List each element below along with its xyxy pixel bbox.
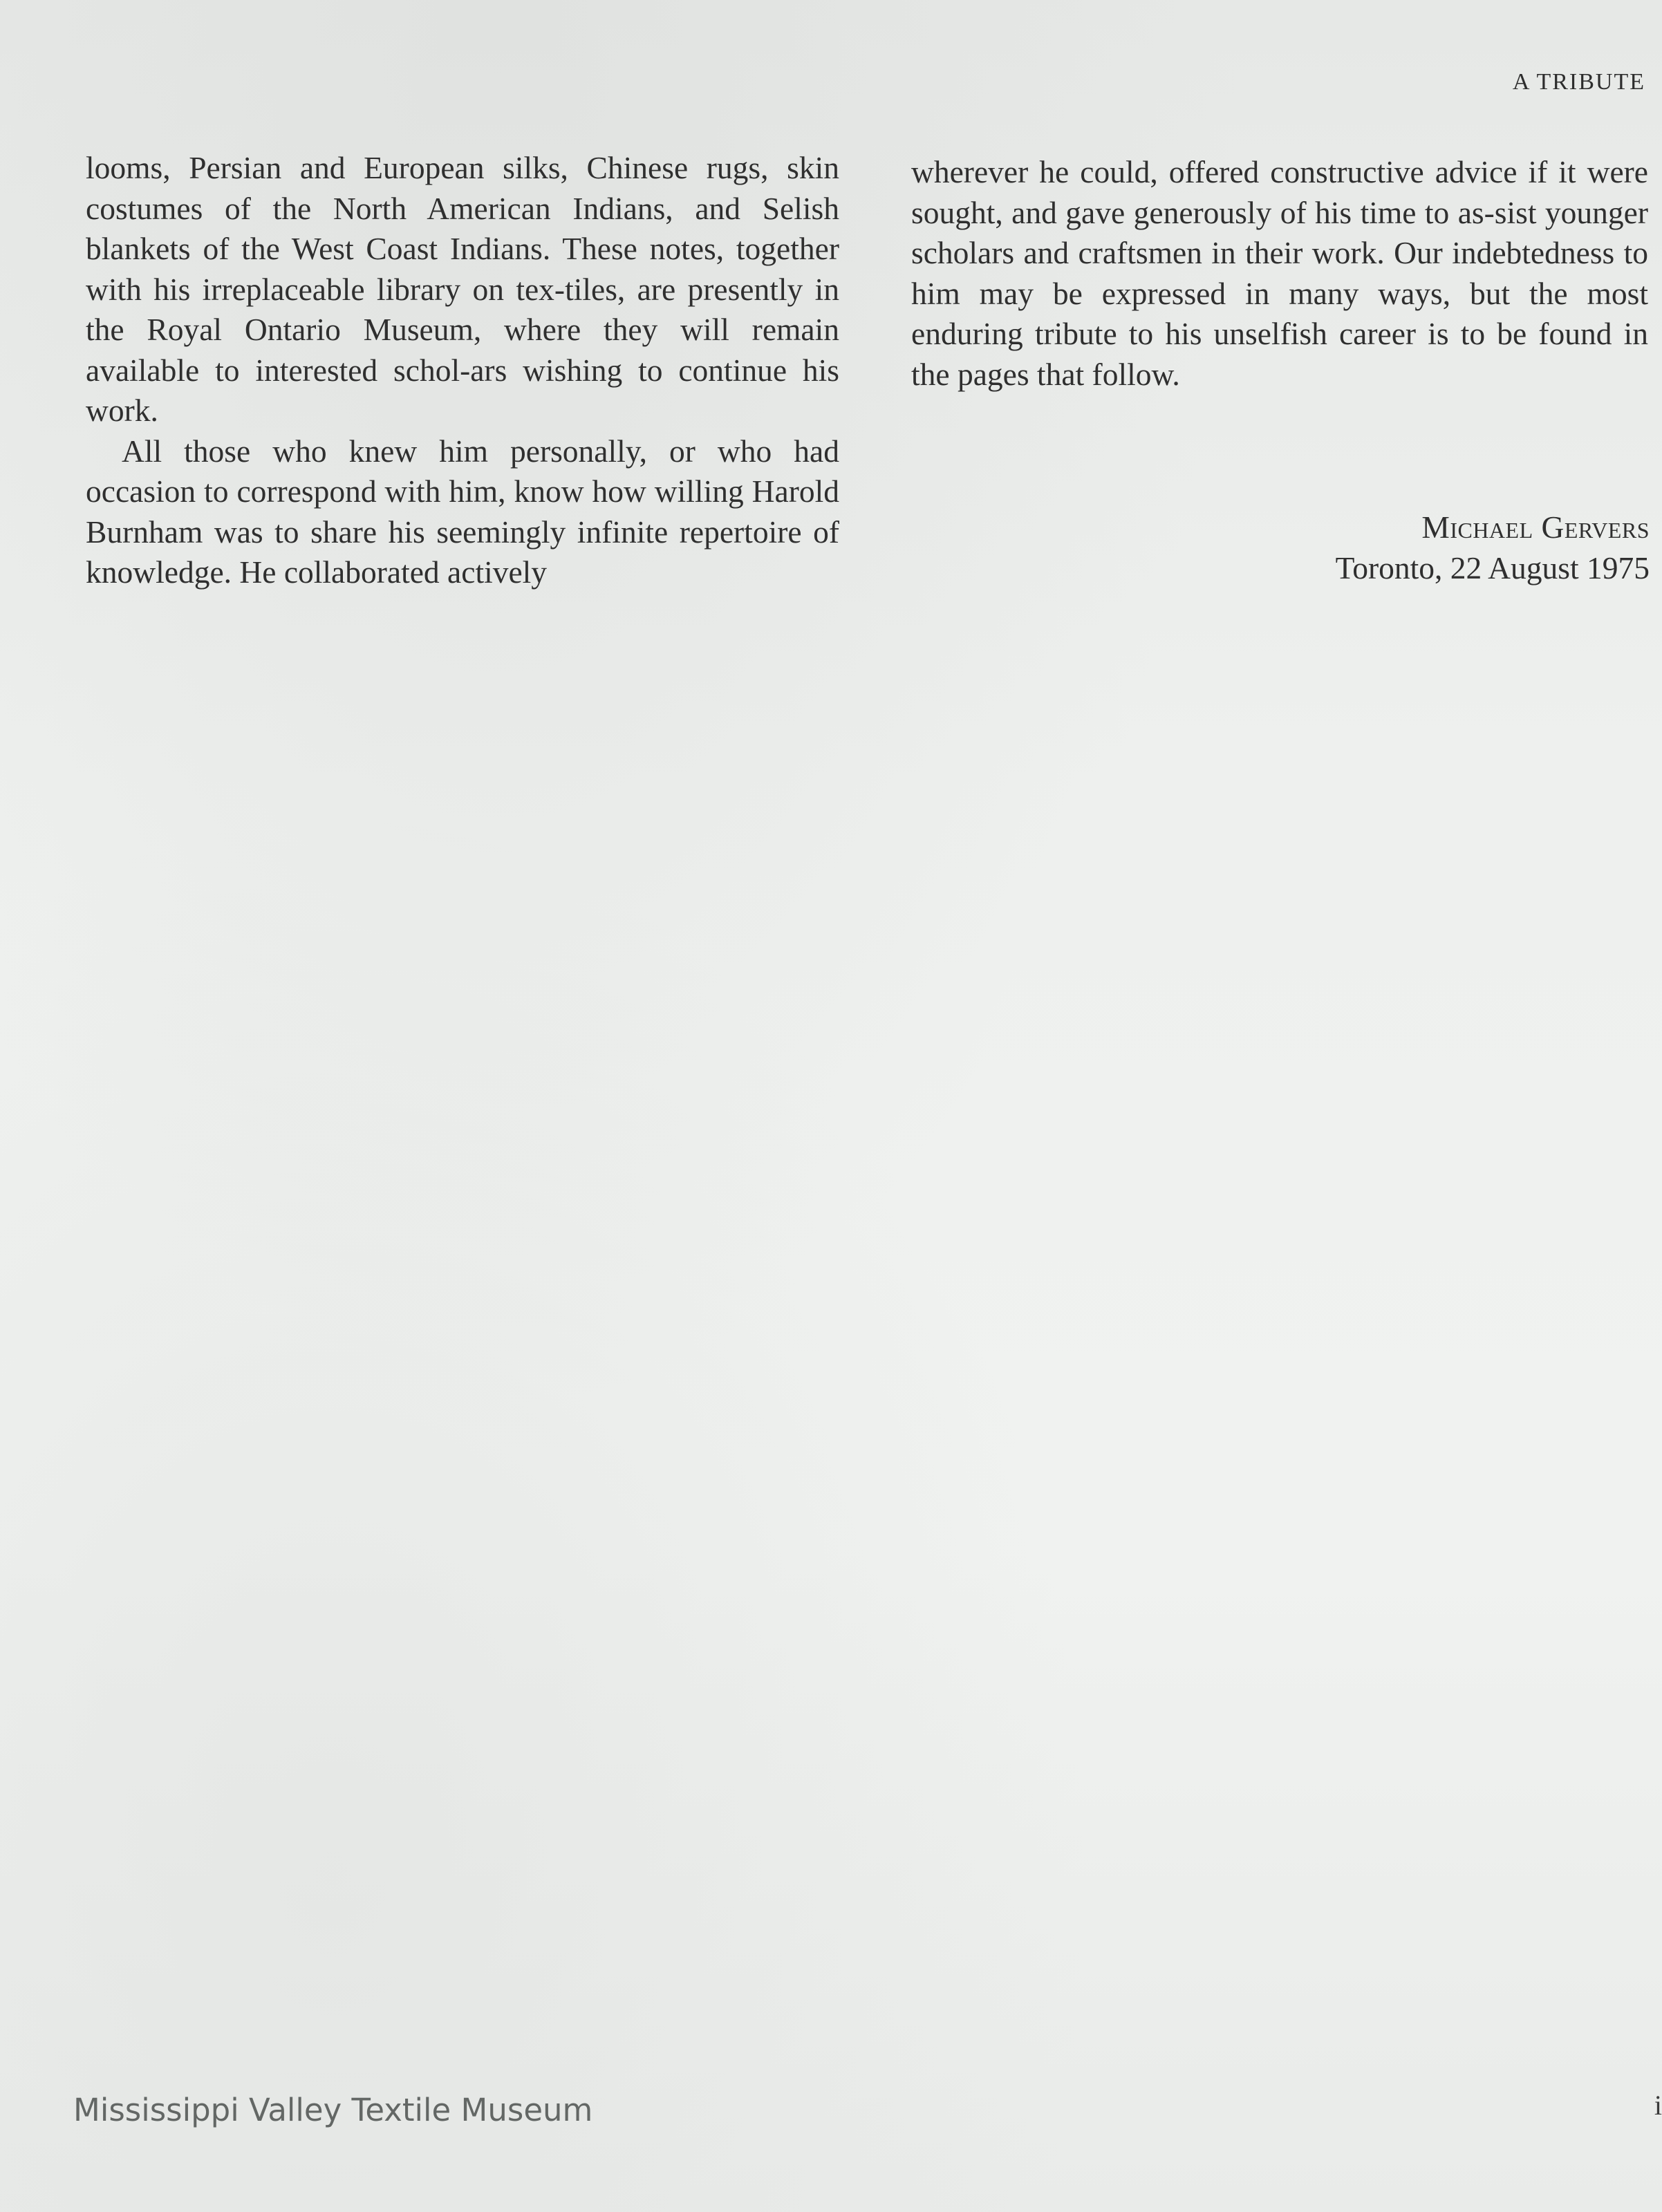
right-paragraph-1: wherever he could, offered constructive advice if it were sought, and gave generously of his time to as-sist younger scholars and craftsmen in their work. Our indebtedness to him may be expressed in many ways, but the most enduring tribute to his unselfish career is to be found in the pages that follow. — [911, 154, 1648, 392]
left-paragraph-1: looms, Persian and European silks, Chinese rugs, skin costumes of the North American Indians, and Selish blankets of the West Coast Indians. These notes, together with his irreplaceable library on tex-tiles, are presently in the Royal Ontario Museum, where they will remain available to interested schol-ars wishing to continue his work. — [86, 150, 839, 428]
watermark: Mississippi Valley Textile Museum — [73, 2092, 593, 2128]
page-number: i — [1654, 2090, 1662, 2121]
left-paragraph-2: All those who knew him personally, or who had occasion to correspond with him, know how willing Harold Burnham was to share his seemingly infinite repertoire of knowledge. He collaborated actively — [86, 433, 839, 590]
right-column — [911, 152, 1648, 395]
author-name: Michael Gervers — [1421, 509, 1650, 545]
signature-block — [1336, 507, 1650, 588]
left-column — [86, 148, 839, 593]
place-date: Toronto, 22 August 1975 — [1335, 550, 1650, 585]
running-head: A TRIBUTE — [1512, 69, 1645, 95]
